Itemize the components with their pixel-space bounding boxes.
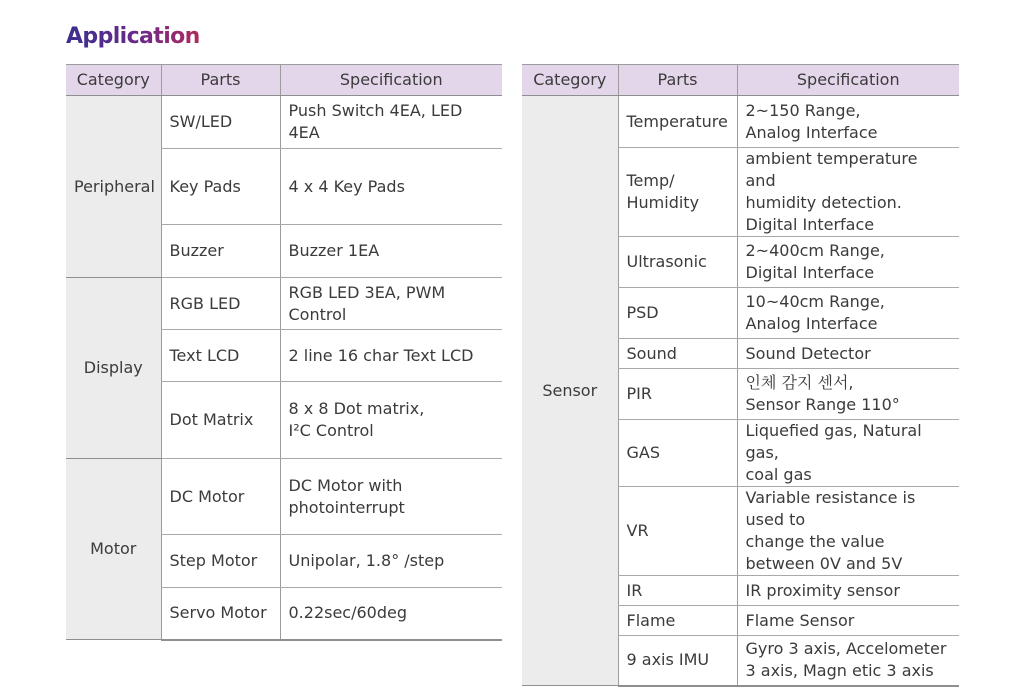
spec-cell: Variable resistance is used to change the value between 0V and 5V: [737, 487, 959, 576]
part-cell: Sound: [618, 339, 737, 369]
part-cell: PSD: [618, 288, 737, 339]
part-cell: Key Pads: [161, 149, 280, 225]
part-cell: Buzzer: [161, 225, 280, 278]
category-cell: Display: [66, 278, 161, 459]
part-cell: VR: [618, 487, 737, 576]
spec-cell: 2~150 Range, Analog Interface: [737, 96, 959, 148]
part-cell: Temp/ Humidity: [618, 148, 737, 237]
header-category: Category: [522, 65, 618, 96]
spec-cell: Flame Sensor: [737, 606, 959, 636]
spec-cell: DC Motor with photointerrupt: [280, 459, 502, 535]
spec-cell: 10~40cm Range, Analog Interface: [737, 288, 959, 339]
part-cell: Flame: [618, 606, 737, 636]
peripheral-display-motor-table: [66, 64, 502, 641]
spec-cell: Push Switch 4EA, LED 4EA: [280, 96, 502, 149]
spec-cell: 0.22sec/60deg: [280, 588, 502, 640]
part-cell: Text LCD: [161, 330, 280, 382]
spec-cell: 8 x 8 Dot matrix, I²C Control: [280, 382, 502, 459]
part-cell: IR: [618, 576, 737, 606]
spec-cell: Liquefied gas, Natural gas, coal gas: [737, 420, 959, 487]
spec-cell: 인체 감지 센서, Sensor Range 110°: [737, 369, 959, 420]
table-row: [66, 96, 502, 149]
spec-cell: IR proximity sensor: [737, 576, 959, 606]
part-cell: DC Motor: [161, 459, 280, 535]
spec-cell: Unipolar, 1.8° /step: [280, 535, 502, 588]
page-title: Application: [66, 24, 200, 49]
part-cell: 9 axis IMU: [618, 636, 737, 686]
part-cell: Dot Matrix: [161, 382, 280, 459]
table-row: [66, 278, 502, 330]
spec-cell: 2~400cm Range, Digital Interface: [737, 237, 959, 288]
table-header-row: [66, 65, 502, 96]
part-cell: PIR: [618, 369, 737, 420]
table-row: [522, 96, 959, 148]
part-cell: GAS: [618, 420, 737, 487]
spec-cell: 2 line 16 char Text LCD: [280, 330, 502, 382]
part-cell: SW/LED: [161, 96, 280, 149]
spec-cell: Sound Detector: [737, 339, 959, 369]
category-cell: Motor: [66, 459, 161, 640]
sensor-table: [522, 64, 959, 687]
header-parts: Parts: [618, 65, 737, 96]
header-specification: Specification: [737, 65, 959, 96]
category-cell: Peripheral: [66, 96, 161, 278]
part-cell: Servo Motor: [161, 588, 280, 640]
spec-cell: Buzzer 1EA: [280, 225, 502, 278]
spec-cell: RGB LED 3EA, PWM Control: [280, 278, 502, 330]
table-row: [66, 459, 502, 535]
spec-cell: ambient temperature and humidity detection. Digital Interface: [737, 148, 959, 237]
category-cell: Sensor: [522, 96, 618, 686]
header-parts: Parts: [161, 65, 280, 96]
part-cell: RGB LED: [161, 278, 280, 330]
spec-cell: Gyro 3 axis, Accelometer 3 axis, Magn etic 3 axis: [737, 636, 959, 686]
spec-cell: 4 x 4 Key Pads: [280, 149, 502, 225]
part-cell: Ultrasonic: [618, 237, 737, 288]
part-cell: Temperature: [618, 96, 737, 148]
header-specification: Specification: [280, 65, 502, 96]
header-category: Category: [66, 65, 161, 96]
table-header-row: [522, 65, 959, 96]
part-cell: Step Motor: [161, 535, 280, 588]
